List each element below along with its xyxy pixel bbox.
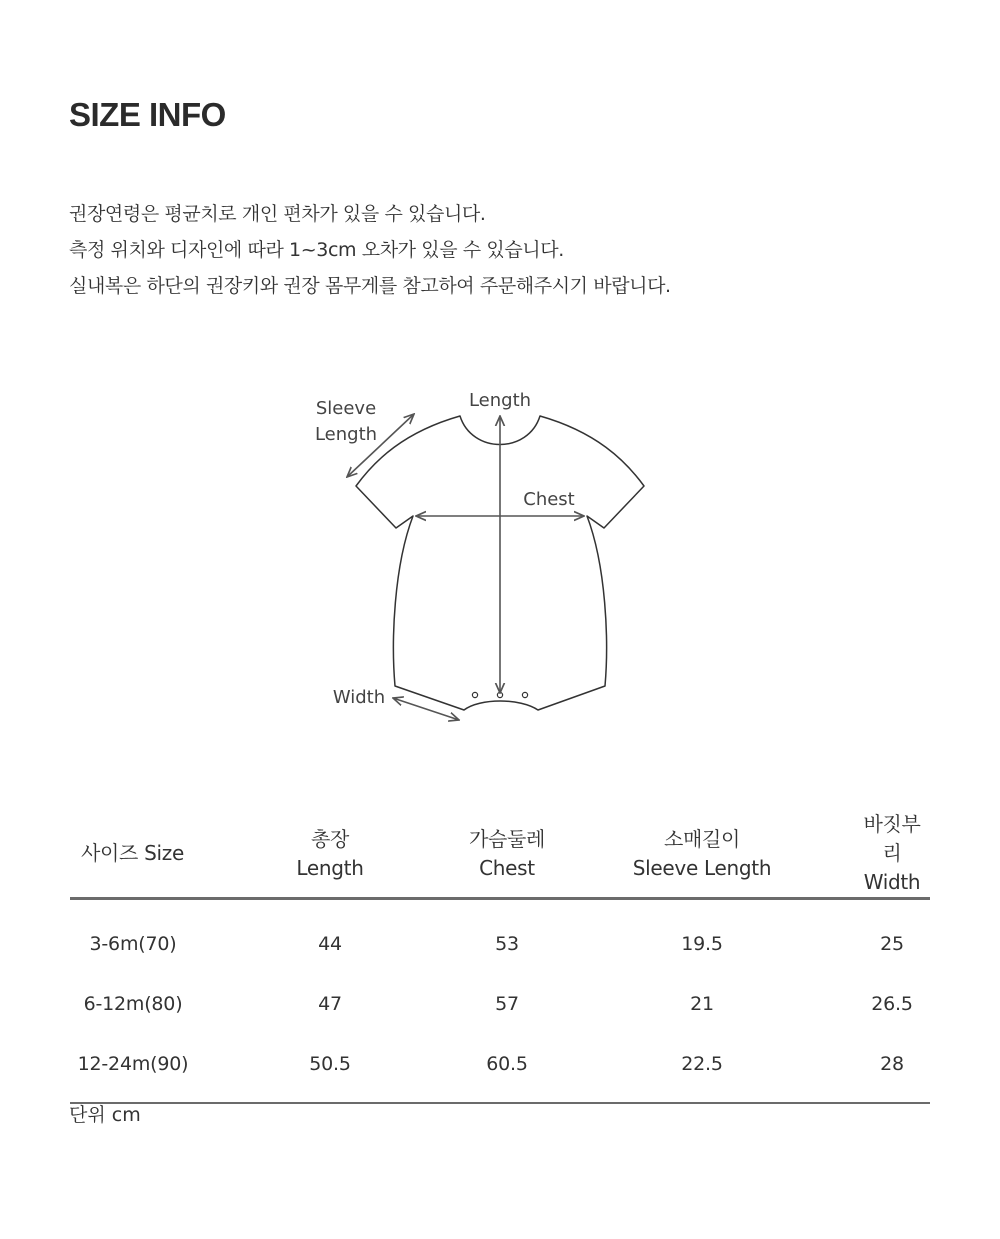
sleeve-length-label: Length — [314, 424, 378, 445]
column-header-width: 바짓부리 Width — [854, 810, 930, 899]
sleeve-length-label: Sleeve — [315, 398, 377, 419]
length-label: Length — [468, 390, 532, 411]
notice-item: 실내복은 하단의 권장키와 권장 몸무게를 참고하여 주문해주시기 바랍니다. — [69, 275, 671, 297]
table-header-row — [70, 810, 930, 899]
snap-button-icon — [472, 692, 477, 697]
table-row — [70, 1034, 930, 1103]
chest-cell: 57 — [495, 993, 519, 1015]
column-header-sleeve-length: 소매길이 Sleeve Length — [550, 810, 854, 899]
size-table — [70, 810, 930, 1104]
page-title: SIZE INFO — [69, 96, 226, 133]
width-cell: 26.5 — [871, 993, 913, 1015]
length-cell: 44 — [318, 933, 342, 955]
width-label: Width — [332, 687, 386, 708]
sleeve-length-cell: 19.5 — [681, 933, 723, 955]
notice-item: 측정 위치와 디자인에 따라 1~3cm 오차가 있을 수 있습니다. — [69, 239, 564, 261]
column-header-length: 총장 Length — [196, 810, 464, 899]
table-row — [70, 899, 930, 975]
width-cell: 28 — [854, 1034, 930, 1103]
snap-button-icon — [497, 692, 502, 697]
snap-button-icon — [522, 692, 527, 697]
length-cell: 50.5 — [196, 1034, 464, 1103]
sleeve-length-cell: 21 — [690, 993, 714, 1015]
size-cell: 6-12m(80) — [83, 993, 183, 1015]
size-cell: 3-6m(70) — [89, 933, 177, 955]
width-cell: 25 — [880, 933, 904, 955]
chest-cell: 53 — [495, 933, 519, 955]
chest-cell: 60.5 — [464, 1034, 550, 1103]
column-header-chest: 가슴둘레 Chest — [464, 810, 550, 899]
column-header-size: 사이즈 Size — [70, 810, 196, 899]
romper-measurement-diagram — [300, 380, 700, 730]
unit-note: 단위 cm — [69, 1104, 141, 1126]
table-row — [70, 974, 930, 1034]
notice-list — [69, 196, 671, 304]
sleeve-length-cell: 22.5 — [550, 1034, 854, 1103]
notice-item: 권장연령은 평균치로 개인 편차가 있을 수 있습니다. — [69, 203, 486, 225]
length-cell: 47 — [318, 993, 342, 1015]
size-cell: 12-24m(90) — [70, 1034, 196, 1103]
chest-label: Chest — [523, 489, 575, 510]
width-arrow — [393, 698, 459, 720]
